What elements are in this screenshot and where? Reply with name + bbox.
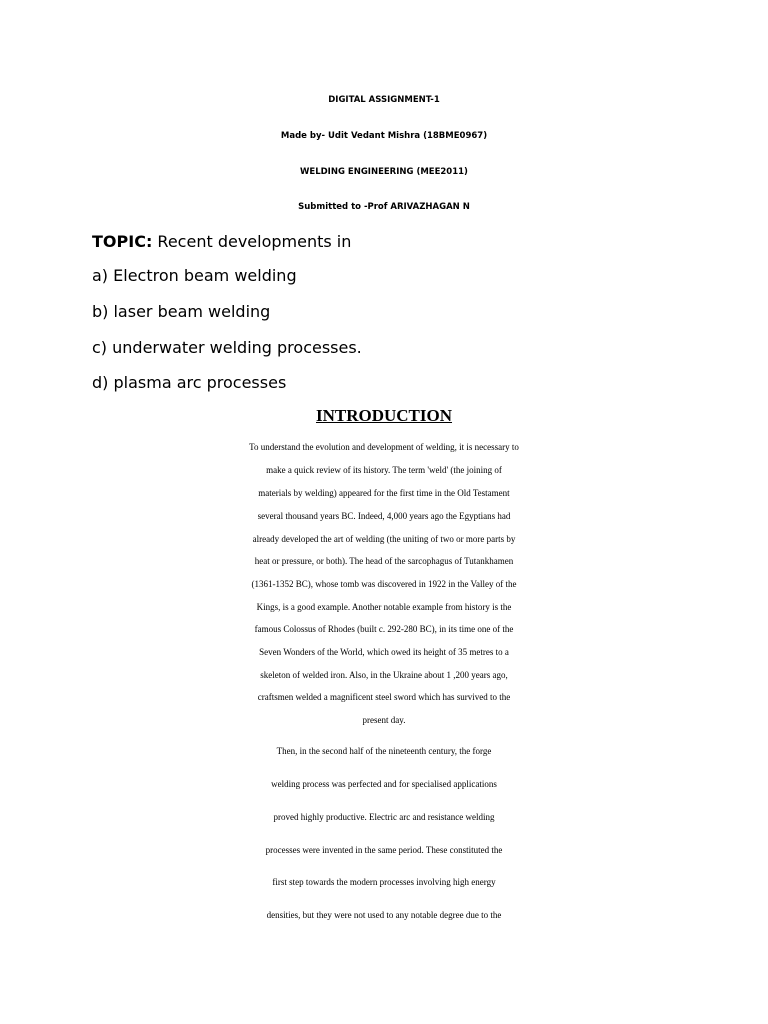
topic-item: b) laser beam welding [92, 302, 271, 321]
paragraph-line: (1361-1352 BC), whose tomb was discovered in 1922 in the Valley of the [251, 579, 517, 589]
paragraph-line: materials by welding) appeared for the first time in the Old Testament [258, 488, 510, 498]
course-line: WELDING ENGINEERING (MEE2011) [300, 167, 468, 177]
submitted-to-line: Submitted to -Prof ARIVAZHAGAN N [298, 202, 470, 212]
paragraph-line: Seven Wonders of the World, which owed its height of 35 metres to a [259, 647, 509, 657]
topic-item: c) underwater welding processes. [92, 338, 362, 357]
paragraph-line: densities, but they were not used to any notable degree due to the [266, 910, 502, 920]
paragraph-line: make a quick review of its history. The term 'weld' (the joining of [266, 465, 502, 475]
paragraph-line: craftsmen welded a magnificent steel sword which has survived to the [257, 692, 511, 702]
paragraph-line: welding process was perfected and for specialised applications [271, 779, 497, 789]
paragraph-line: skeleton of welded iron. Also, in the Ukraine about 1 ,200 years ago, [260, 670, 508, 680]
paragraph-line: To understand the evolution and development of welding, it is necessary to [249, 442, 519, 452]
topic-item: a) Electron beam welding [92, 266, 297, 285]
paragraph-line: present day. [362, 715, 406, 725]
paragraph-line: several thousand years BC. Indeed, 4,000 years ago the Egyptians had [257, 511, 511, 521]
topic-item: d) plasma arc processes [92, 373, 287, 392]
topic-text: Recent developments in [152, 232, 352, 251]
paragraph-line: already developed the art of welding (the uniting of two or more parts by [252, 534, 516, 544]
paragraph-line: proved highly productive. Electric arc and resistance welding [273, 812, 495, 822]
paragraph-line: Then, in the second half of the nineteenth century, the forge [276, 746, 492, 756]
paragraph-line: Kings, is a good example. Another notable example from history is the [256, 602, 512, 612]
assignment-title: DIGITAL ASSIGNMENT-1 [328, 95, 440, 105]
paragraph-line: famous Colossus of Rhodes (built c. 292-280 BC), in its time one of the [254, 624, 514, 634]
paragraph-line: first step towards the modern processes involving high energy [272, 877, 496, 887]
author-line: Made by- Udit Vedant Mishra (18BME0967) [280, 131, 488, 141]
topic-line [92, 232, 351, 252]
topic-label: TOPIC: [92, 232, 153, 251]
paragraph-line: heat or pressure, or both). The head of the sarcophagus of Tutankhamen [254, 556, 514, 566]
introduction-heading: INTRODUCTION [315, 406, 453, 425]
paragraph-line: processes were invented in the same period. These constituted the [265, 845, 503, 855]
